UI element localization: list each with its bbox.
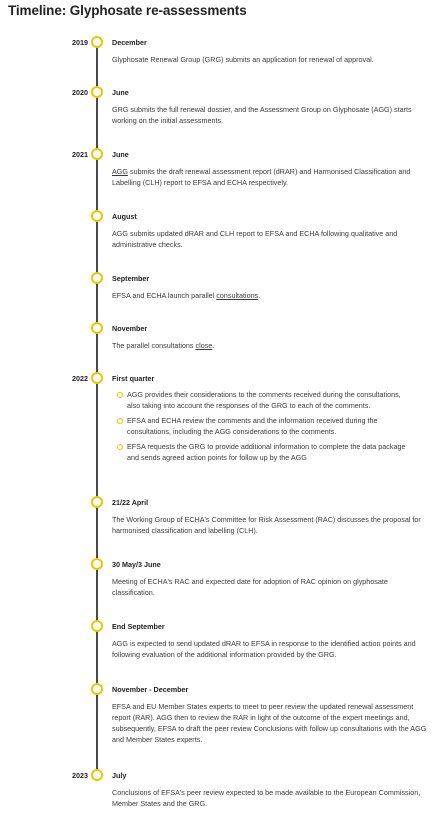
timeline-marker-icon bbox=[91, 86, 103, 98]
entry-date: July bbox=[112, 771, 127, 780]
entry-date: November - December bbox=[112, 685, 189, 694]
entry-date: End September bbox=[112, 622, 165, 631]
bullet-list bbox=[117, 389, 412, 467]
entry-description: Meeting of ECHA's RAC and expected date for adoption of RAC opinion on glyphosate classification. bbox=[112, 577, 388, 597]
entry-description: AGG is expected to send updated dRAR to EFSA in response to the identified action points and following evaluation of the additional information provided by the GRG. bbox=[112, 639, 416, 659]
list-item: EFSA and ECHA review the comments and the information received during the consultations, including the AGG considerations to the comments. bbox=[117, 415, 412, 437]
timeline-marker-icon bbox=[91, 272, 103, 284]
entry-description: GRG submits the full renewal dossier, and the Assessment Group on Glyphosate (AGG) starts working on the initial assessments. bbox=[112, 105, 412, 125]
entry-date: 21/22 April bbox=[112, 498, 149, 507]
timeline-marker-icon bbox=[91, 322, 103, 334]
page-title: Timeline: Glyphosate re-assessments bbox=[8, 3, 247, 18]
entry-description: Conclusions of EFSA's peer review expected to be made available to the European Commission, Member States and the GRG. bbox=[112, 788, 421, 808]
entry-description: AGG submits the draft renewal assessment report (dRAR) and Harmonised Classification and Labelling (CLH) report to EFSA and ECHA respectively. bbox=[112, 167, 411, 187]
timeline-marker-icon bbox=[91, 372, 103, 384]
entry-description: EFSA and ECHA launch parallel consultations. bbox=[112, 291, 261, 300]
list-item: AGG provides their considerations to the comments received during the consultations, also taking into account the responses of the GRG to each of the comments. bbox=[117, 389, 412, 411]
year-label: 2023 bbox=[72, 771, 88, 780]
close-link[interactable]: close bbox=[195, 341, 213, 350]
bullet-circle-icon bbox=[117, 392, 123, 398]
entry-description: The parallel consultations close. bbox=[112, 341, 215, 350]
entry-date: June bbox=[112, 150, 129, 159]
entry-description: EFSA and EU Member States experts to meet to peer review the updated renewal assessment report (RAR). AGG then to review the RAR in light of the outcome of the expert meetings and, subsequently, EFSA to draft the peer review Conclusions with follow up consultations with the AGG and Member States experts. bbox=[112, 702, 427, 744]
timeline-marker-icon bbox=[91, 558, 103, 570]
entry-date: First quarter bbox=[112, 374, 155, 383]
timeline-marker-icon bbox=[91, 210, 103, 222]
consultations-link[interactable]: consultations bbox=[216, 291, 259, 300]
entry-description: AGG submits updated dRAR and CLH report to EFSA and ECHA following qualitative and administrative checks. bbox=[112, 229, 398, 249]
entry-description: Glyphosate Renewal Group (GRG) submits an application for renewal of approval. bbox=[112, 55, 374, 64]
year-label: 2019 bbox=[72, 38, 88, 47]
list-item: EFSA requests the GRG to provide additional information to complete the data package and sends agreed action points for follow up by the AGG bbox=[117, 441, 412, 463]
entry-date: 30 May/3 June bbox=[112, 560, 161, 569]
timeline-marker-icon bbox=[91, 769, 103, 781]
bullet-circle-icon bbox=[117, 444, 123, 450]
timeline-marker-icon bbox=[91, 36, 103, 48]
year-label: 2020 bbox=[72, 88, 88, 97]
entry-date: November bbox=[112, 324, 148, 333]
year-label: 2022 bbox=[72, 374, 88, 383]
timeline-marker-icon bbox=[91, 496, 103, 508]
timeline-marker-icon bbox=[91, 148, 103, 160]
entry-description: The Working Group of ECHA's Committee for Risk Assessment (RAC) discusses the proposal for harmonised classification and labelling (CLH). bbox=[112, 515, 421, 535]
bullet-circle-icon bbox=[117, 418, 123, 424]
entry-date: December bbox=[112, 38, 147, 47]
year-label: 2021 bbox=[72, 150, 88, 159]
timeline-marker-icon bbox=[91, 683, 103, 695]
agg-link[interactable]: AGG bbox=[112, 167, 128, 176]
timeline-marker-icon bbox=[91, 620, 103, 632]
entry-date: September bbox=[112, 274, 150, 283]
entry-date: June bbox=[112, 88, 129, 97]
entry-date: August bbox=[112, 212, 137, 221]
